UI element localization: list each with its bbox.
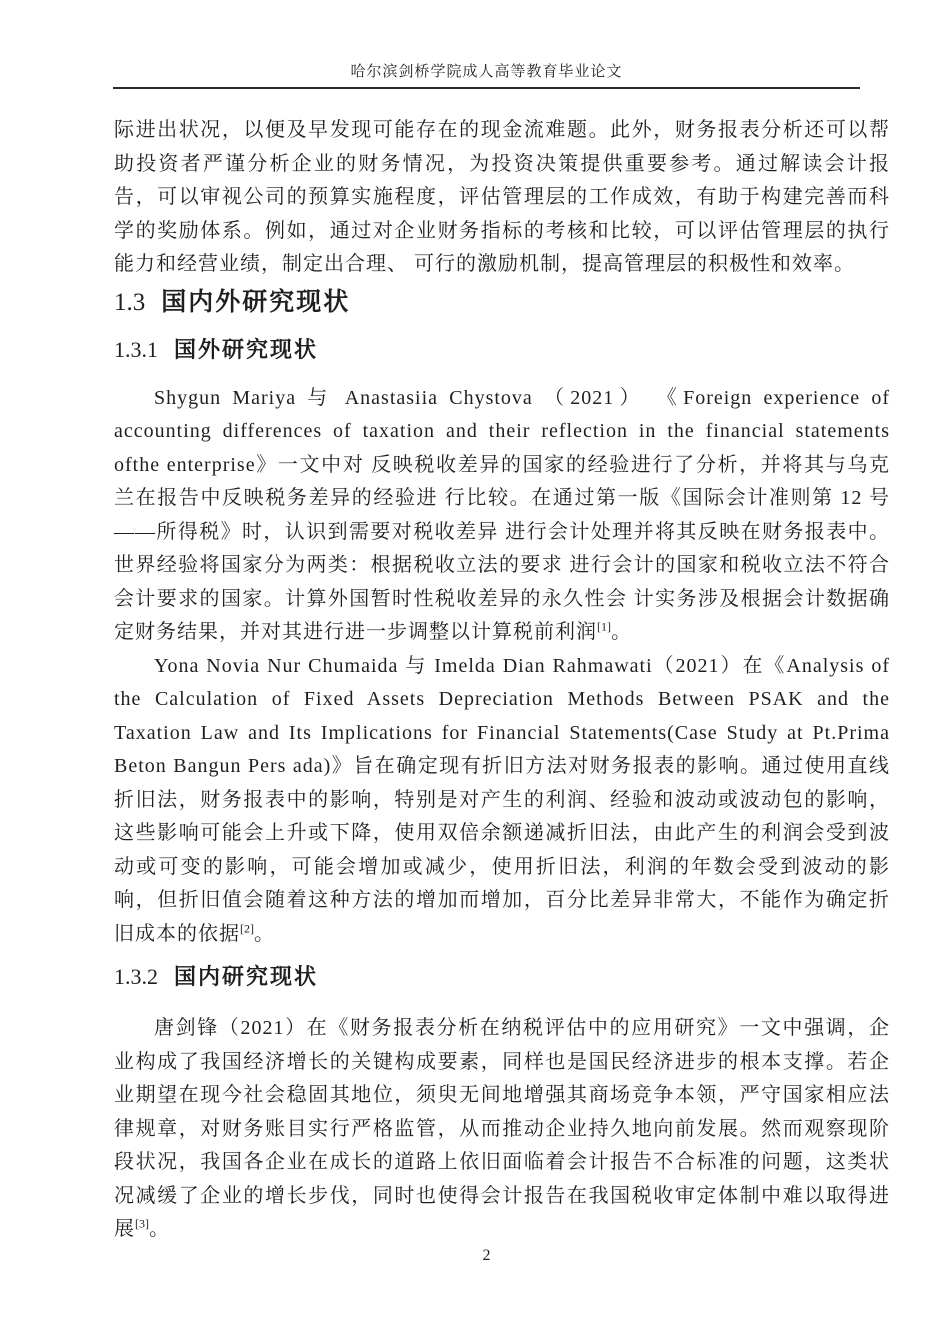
section-title: 国内外研究现状	[161, 287, 351, 316]
page-number: 2	[482, 1247, 491, 1264]
paragraph-continuation	[114, 114, 890, 282]
section-heading-1-3-1	[114, 335, 890, 365]
section-heading-1-3	[114, 286, 890, 319]
paragraph-continuation-text: 际进出状况，以便及早发现可能存在的现金流难题。此外，财务报表分析还可以帮助投资者严谨分析企业的财务情况，为投资决策提供重要参考。通过解读会计报告，可以审视公司的预算实施程度，评估管理层的工作成效，有助于构建完善而科学的奖励体系。例如，通过对企业财务指标的考核和比较，可以评估管理层的执行能力和经营业绩，制定出合理、 可行的激励机制，提高管理层的积极性和效率。	[114, 119, 890, 275]
paragraph-text: Yona Novia Nur Chumaida 与 Imelda Dian Rahmawati（2021）在《Analysis of the Calculation of Fixed Assets Depreciation Methods Between PSAK and the Taxation Law and Its Implications for Financial Statements(Case Study at Pt.Prima Beton Bangun Pers ada)》旨在确定现有折旧方法对财务报表的影响。通过使用直线折旧法，财务报表中的影响，特别是对产生的利润、经验和波动或波动包的影响，这些影响可能会上升或下降，使用双倍余额递减折旧法，由此产生的利润会受到波动或可变的影响，可能会增加或减少，使用折旧法，利润的年数会受到波动的影响，但折旧值会随着这种方法的增加而增加，百分比差异非常大，不能作为确定折旧成本的依据	[114, 654, 890, 945]
page-body	[114, 114, 890, 1247]
section-number: 1.3.1	[114, 336, 158, 362]
page-footer	[113, 1246, 860, 1266]
paragraph-tail: 。	[611, 621, 632, 643]
section-number: 1.3.2	[114, 964, 158, 989]
paragraph-foreign-study-1	[114, 382, 890, 650]
running-header	[113, 62, 860, 89]
section-number: 1.3	[114, 288, 146, 316]
paragraph-domestic-study	[114, 1012, 890, 1247]
paragraph-tail: 。	[149, 1218, 170, 1240]
running-header-title: 哈尔滨剑桥学院成人高等教育毕业论文	[350, 64, 623, 80]
section-title: 国外研究现状	[174, 336, 319, 362]
paragraph-text: Shygun Mariya 与 Anastasiia Chystova （2021） 《Foreign experience of accounting differences of taxation and their reflection in the financial statements ofthe enterprise》一文中对 反映税收差异的国家的经验进行了分析，并将其与乌克兰在报告中反映税务差异的经验进 行比较。在通过第一版《国际会计准则第 12 号——所得税》时，认识到需要对税收差异 进行会计处理并将其反映在财务报表中。世界经验将国家分为两类：根据税收立法的要求 进行会计的国家和税收立法不符合会计要求的国家。计算外国暂时性税收差异的永久性会 计实务涉及根据会计数据确定财务结果，并对其进行进一步调整以计算税前利润	[114, 386, 890, 643]
citation-ref-1: [1]	[597, 619, 611, 634]
citation-ref-2: [2]	[240, 920, 254, 935]
paragraph-tail: 。	[254, 922, 275, 945]
citation-ref-3: [3]	[135, 1216, 149, 1231]
paragraph-foreign-study-2	[114, 650, 890, 952]
paragraph-text: 唐剑锋（2021）在《财务报表分析在纳税评估中的应用研究》一文中强调，企业构成了我国经济增长的关键构成要素，同样也是国民经济进步的根本支撑。若企业期望在现今社会稳固其地位，须臾无间地增强其商场竞争本领，严守国家相应法律规章，对财务账目实行严格监管，从而推动企业持久地向前发展。然而观察现阶段状况，我国各企业在成长的道路上依旧面临着会计报告不合标准的问题，这类状况减缓了企业的增长步伐，同时也使得会计报告在我国税收审定体制中难以取得进展	[114, 1017, 890, 1240]
section-title: 国内研究现状	[174, 964, 319, 989]
section-heading-1-3-2	[114, 962, 890, 992]
